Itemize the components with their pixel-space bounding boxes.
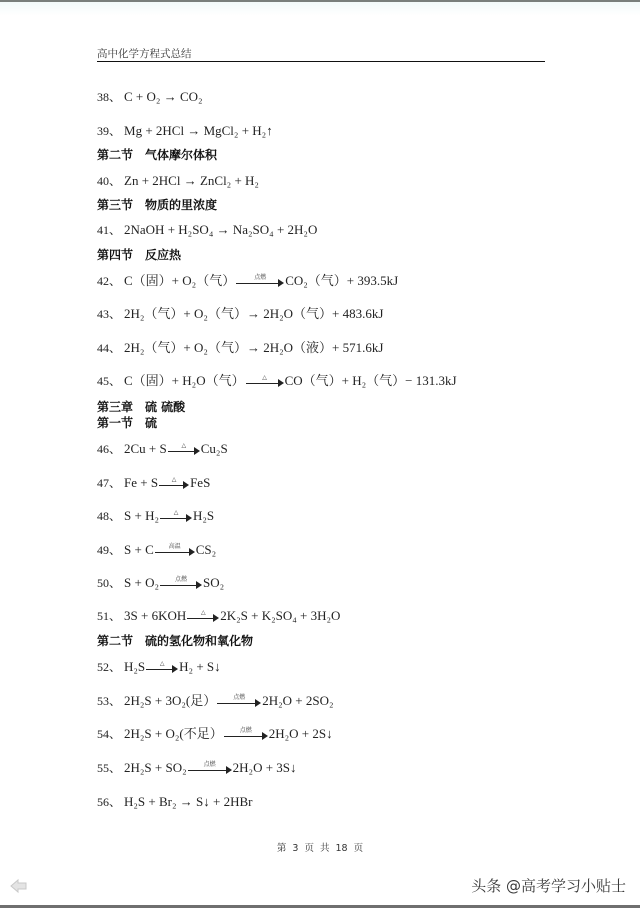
equation-number: 47、 <box>97 476 122 490</box>
equation-text: 2H₂（气）+ O₂（气）→ 2H₂O（液）+ 571.6kJ <box>124 340 384 355</box>
equation-49 <box>97 542 216 558</box>
equation-number: 51、 <box>97 609 122 623</box>
reaction-arrow-icon <box>160 576 202 589</box>
reaction-condition: 点燃 <box>233 694 246 702</box>
reaction-condition: △ <box>159 660 165 668</box>
equation-52 <box>97 659 221 675</box>
equation-lhs: 3S + 6KOH <box>124 608 187 623</box>
reaction-arrow-icon <box>187 609 219 622</box>
equation-rhs: CS₂ <box>195 542 217 557</box>
reaction-arrow-icon <box>160 509 192 522</box>
reaction-arrow-icon <box>224 727 268 740</box>
equation-38 <box>97 89 203 105</box>
reaction-arrow-icon <box>146 660 178 673</box>
reaction-condition: △ <box>200 609 206 617</box>
equation-rhs: SO₂ <box>203 575 225 590</box>
equation-lhs: S + C <box>124 542 154 557</box>
equation-rhs: Cu₂S <box>200 441 228 456</box>
equation-number: 55、 <box>97 761 122 775</box>
reaction-condition: 点燃 <box>239 727 252 735</box>
reaction-condition: 点燃 <box>254 274 267 282</box>
equation-44 <box>97 340 383 356</box>
equation-text: Zn + 2HCl → ZnCl₂ + H₂ <box>124 173 259 188</box>
toolbar-shade <box>0 2 640 16</box>
equation-lhs: S + H₂ <box>124 508 159 523</box>
section-heading-reaction-heat: 第四节 反应热 <box>97 248 182 262</box>
equation-number: 48、 <box>97 509 122 523</box>
reaction-condition: 点燃 <box>203 761 216 769</box>
section-heading-sulfur: 第一节 硫 <box>97 416 158 430</box>
reaction-condition: △ <box>181 442 187 450</box>
equation-number: 43、 <box>97 307 122 321</box>
reaction-arrow-icon <box>159 476 189 489</box>
equation-50 <box>97 575 224 591</box>
equation-number: 52、 <box>97 660 122 674</box>
equation-42 <box>97 273 398 289</box>
equation-53 <box>97 693 334 709</box>
equation-number: 38、 <box>97 90 122 104</box>
equation-lhs: 2H₂S + SO₂ <box>124 760 187 775</box>
reaction-condition: △ <box>173 509 179 517</box>
page-header-title: 高中化学方程式总结 <box>97 48 192 60</box>
reaction-arrow-icon <box>168 442 200 455</box>
reaction-arrow-icon <box>246 374 284 387</box>
equation-lhs: 2H₂S + O₂(不足） <box>124 726 223 741</box>
equation-lhs: C（固）+ H₂O（气） <box>124 373 245 388</box>
equation-number: 41、 <box>97 223 122 237</box>
reaction-condition: △ <box>171 476 177 484</box>
equation-text: 2H₂（气）+ O₂（气）→ 2H₂O（气）+ 483.6kJ <box>124 306 384 321</box>
chapter-heading-sulfur: 第三章 硫 硫酸 <box>97 400 186 414</box>
equation-rhs: H₂ + S↓ <box>179 659 221 674</box>
equation-rhs: CO（气）+ H₂（气）− 131.3kJ <box>284 373 457 388</box>
equation-46 <box>97 441 228 457</box>
equation-number: 56、 <box>97 795 122 809</box>
reaction-arrow-icon <box>155 543 195 556</box>
equation-40 <box>97 173 259 189</box>
section-heading-concentration: 第三节 物质的里浓度 <box>97 198 218 212</box>
equation-51 <box>97 608 340 624</box>
equation-number: 49、 <box>97 543 122 557</box>
reaction-condition: △ <box>262 374 267 382</box>
section-heading-sulfur-hydrides-oxides: 第二节 硫的氢化物和氧化物 <box>97 634 254 648</box>
back-arrow-icon[interactable] <box>10 878 28 894</box>
equation-number: 54、 <box>97 727 122 741</box>
equation-number: 40、 <box>97 174 122 188</box>
equation-text: H₂S + Br₂ → S↓ + 2HBr <box>124 794 253 809</box>
header-divider <box>97 61 545 62</box>
equation-rhs: H₂S <box>193 508 215 523</box>
equation-lhs: C（固）+ O₂（气） <box>124 273 236 288</box>
equation-lhs: H₂S <box>124 659 146 674</box>
equation-rhs: 2H₂O + 2SO₂ <box>262 693 334 708</box>
equation-rhs: FeS <box>190 475 211 490</box>
reaction-arrow-icon <box>188 761 232 774</box>
reaction-arrow-icon <box>236 274 284 287</box>
equation-39 <box>97 123 273 139</box>
equation-number: 39、 <box>97 124 122 138</box>
equation-text: Mg + 2HCl → MgCl₂ + H₂↑ <box>124 123 273 138</box>
equation-number: 42、 <box>97 274 122 288</box>
equation-lhs: 2H₂S + 3O₂(足） <box>124 693 217 708</box>
equation-number: 44、 <box>97 341 122 355</box>
equation-41 <box>97 222 317 238</box>
equation-lhs: Fe + S <box>124 475 159 490</box>
reaction-arrow-icon <box>217 694 261 707</box>
watermark-text: 头条 @高考学习小贴士 <box>471 877 626 895</box>
equation-lhs: 2Cu + S <box>124 441 167 456</box>
equation-text: 2NaOH + H₂SO₄ → Na₂SO₄ + 2H₂O <box>124 222 318 237</box>
equation-number: 53、 <box>97 694 122 708</box>
section-heading-gas-molar-volume: 第二节 气体摩尔体积 <box>97 148 218 162</box>
equation-47 <box>97 475 210 491</box>
equation-number: 45、 <box>97 374 122 388</box>
equation-56 <box>97 794 252 810</box>
equation-rhs: CO₂（气）+ 393.5kJ <box>285 273 399 288</box>
equation-rhs: 2K₂S + K₂SO₄ + 3H₂O <box>220 608 341 623</box>
equation-number: 50、 <box>97 576 122 590</box>
reaction-condition: 高温 <box>168 543 181 551</box>
equation-48 <box>97 508 214 524</box>
equation-lhs: S + O₂ <box>124 575 159 590</box>
equation-text: C + O₂ → CO₂ <box>124 89 203 104</box>
equation-rhs: 2H₂O + 2S↓ <box>268 726 333 741</box>
equation-43 <box>97 306 383 322</box>
page-number-footer: 第 3 页 共 18 页 <box>276 843 364 854</box>
reaction-condition: 点燃 <box>174 576 187 584</box>
equation-number: 46、 <box>97 442 122 456</box>
equation-54 <box>97 726 333 742</box>
equation-rhs: 2H₂O + 3S↓ <box>232 760 297 775</box>
equation-55 <box>97 760 297 776</box>
equation-45 <box>97 373 457 389</box>
